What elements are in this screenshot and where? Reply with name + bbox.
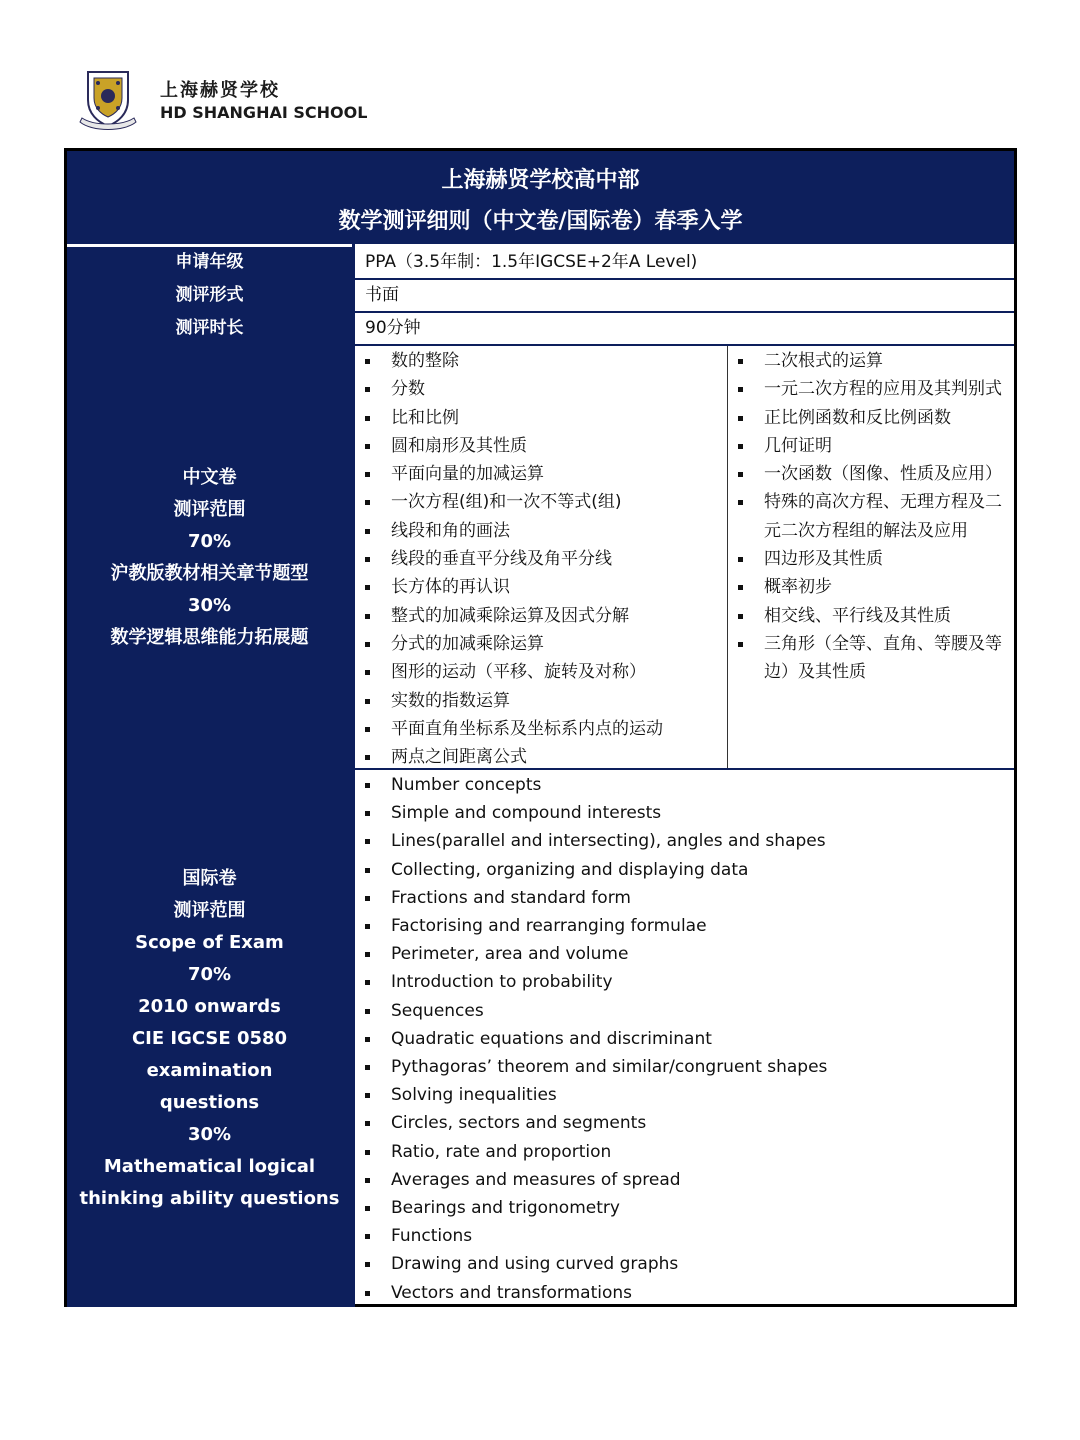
- list-item: 平面直角坐标系及坐标系内点的运动: [361, 715, 727, 743]
- chinese-topics-right: [730, 346, 1014, 770]
- list-item: 实数的指数运算: [361, 687, 727, 715]
- list-item: 二次根式的运算: [734, 347, 1008, 375]
- list-item: 线段和角的画法: [361, 517, 727, 545]
- chinese-label-line: 30%: [187, 595, 232, 616]
- chinese-exam-label: [67, 346, 352, 770]
- exam-details-table: [64, 148, 1017, 1307]
- list-item: Sequences: [361, 997, 1014, 1025]
- list-item: Ratio, rate and proportion: [361, 1138, 1014, 1166]
- list-item: 概率初步: [734, 573, 1008, 601]
- international-label-line: CIE IGCSE 0580 examination: [131, 1027, 288, 1081]
- international-label-line: 测评范围: [173, 899, 246, 921]
- list-item: Functions: [361, 1222, 1014, 1250]
- list-item: 分数: [361, 375, 727, 403]
- list-item: Collecting, organizing and displaying data: [361, 856, 1014, 884]
- list-item: 相交线、平行线及其性质: [734, 602, 1008, 630]
- list-item: Pythagoras’ theorem and similar/congruent shapes: [361, 1053, 1014, 1081]
- list-item: Fractions and standard form: [361, 884, 1014, 912]
- list-item: Solving inequalities: [361, 1081, 1014, 1109]
- list-item: Factorising and rearranging formulae: [361, 912, 1014, 940]
- list-item: 三角形（全等、直角、等腰及等边）及其性质: [734, 630, 1008, 687]
- list-item: Lines(parallel and intersecting), angles and shapes: [361, 827, 1014, 855]
- list-item: 数的整除: [361, 347, 727, 375]
- list-item: 整式的加减乘除运算及因式分解: [361, 602, 727, 630]
- international-exam-label: [67, 770, 352, 1307]
- international-label-line: 2010 onwards: [138, 995, 281, 1017]
- list-item: 长方体的再认识: [361, 573, 727, 601]
- grade-label: 申请年级: [67, 247, 352, 278]
- list-item: 一元二次方程的应用及其判别式: [734, 375, 1008, 403]
- chinese-label-line: 测评范围: [173, 499, 246, 520]
- chinese-label-line: 中文卷: [182, 467, 237, 488]
- school-name-en: HD SHANGHAI SCHOOL: [160, 103, 368, 122]
- international-label-line: Scope of Exam: [135, 931, 284, 953]
- format-value: 书面: [355, 280, 1014, 311]
- list-item: Number concepts: [361, 771, 1014, 799]
- international-label-line: thinking ability questions: [79, 1187, 340, 1209]
- list-item: 特殊的高次方程、无理方程及二元二次方程组的解法及应用: [734, 488, 1008, 545]
- list-item: 分式的加减乘除运算: [361, 630, 727, 658]
- list-item: 平面向量的加减运算: [361, 460, 727, 488]
- chinese-label-line: 70%: [187, 531, 232, 552]
- chinese-topics-left: [355, 346, 727, 770]
- list-item: Quadratic equations and discriminant: [361, 1025, 1014, 1053]
- list-item: 一次函数（图像、性质及应用）: [734, 460, 1008, 488]
- school-crest-logo: [74, 66, 142, 134]
- list-item: 图形的运动（平移、旋转及对称）: [361, 658, 727, 686]
- international-label-line: 30%: [187, 1123, 232, 1145]
- table-subtitle: 数学测评细则（中文卷/国际卷）春季入学: [338, 209, 743, 234]
- list-item: 线段的垂直平分线及角平分线: [361, 545, 727, 573]
- list-item: Bearings and trigonometry: [361, 1194, 1014, 1222]
- list-item: 比和比例: [361, 404, 727, 432]
- international-label-line: questions: [159, 1091, 260, 1113]
- duration-value: 90分钟: [355, 313, 1014, 344]
- school-name-cn: 上海赫贤学校: [160, 80, 280, 101]
- chinese-label-line: 沪教版教材相关章节题型: [110, 563, 309, 584]
- international-label-line: 70%: [187, 963, 232, 985]
- duration-label: 测评时长: [67, 313, 352, 344]
- format-label: 测评形式: [67, 280, 352, 311]
- list-item: 四边形及其性质: [734, 545, 1008, 573]
- list-item: Simple and compound interests: [361, 799, 1014, 827]
- grade-value: PPA（3.5年制：1.5年IGCSE+2年A Level): [355, 247, 1014, 278]
- list-item: Vectors and transformations: [361, 1279, 1014, 1307]
- list-item: Averages and measures of spread: [361, 1166, 1014, 1194]
- column-divider: [727, 346, 728, 770]
- international-label-line: 国际卷: [182, 867, 237, 889]
- list-item: 几何证明: [734, 432, 1008, 460]
- international-label-line: Mathematical logical: [103, 1155, 316, 1177]
- table-header: [67, 151, 1014, 244]
- list-item: 正比例函数和反比例函数: [734, 404, 1008, 432]
- list-item: Drawing and using curved graphs: [361, 1250, 1014, 1278]
- list-item: Perimeter, area and volume: [361, 940, 1014, 968]
- list-item: 圆和扇形及其性质: [361, 432, 727, 460]
- chinese-label-line: 数学逻辑思维能力拓展题: [110, 627, 309, 648]
- table-title: 上海赫贤学校高中部: [441, 168, 640, 193]
- list-item: Introduction to probability: [361, 968, 1014, 996]
- list-item: Circles, sectors and segments: [361, 1109, 1014, 1137]
- international-topics: [355, 771, 1014, 1307]
- label-column-divider: [352, 244, 355, 1307]
- list-item: 一次方程(组)和一次不等式(组): [361, 488, 727, 516]
- list-item: 两点之间距离公式: [361, 743, 727, 771]
